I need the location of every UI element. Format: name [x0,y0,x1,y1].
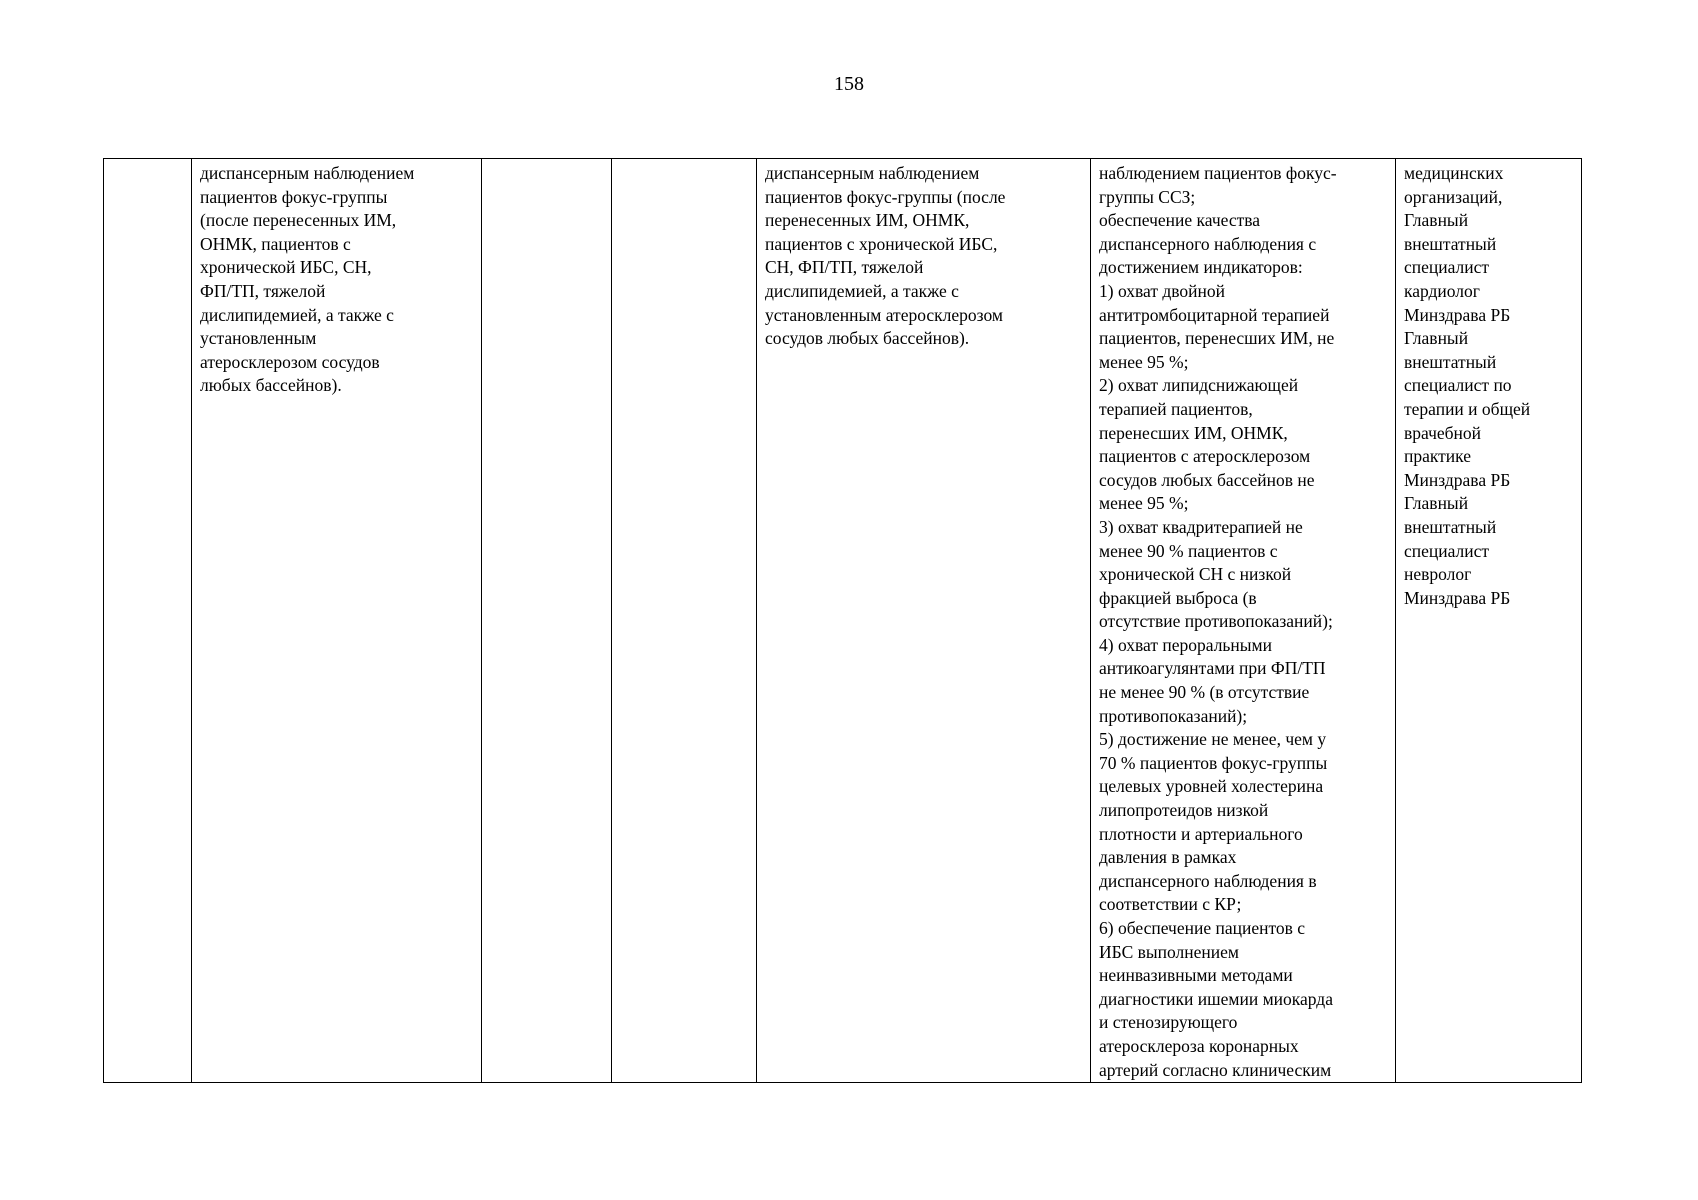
cell-text-line: Главный [1404,493,1469,514]
cell-text-line: диспансерного наблюдения в [1099,870,1317,891]
cell-text-line: диспансерным наблюдением [200,163,415,183]
cell-text-line: специалист [1404,257,1490,278]
table-cell-col7 [1396,159,1582,1083]
cell-text-line: хронической СН с низкой [1099,564,1292,585]
cell-text-line: пациентов фокус-группы [200,186,388,207]
cell-text-line: установленным [200,328,317,349]
table-cell-col3 [482,159,612,1083]
cell-text-line: менее 95 %; [1099,493,1189,514]
cell-text-line: 70 % пациентов фокус-группы [1099,752,1328,773]
cell-text-line: СН, ФП/ТП, тяжелой [765,257,924,278]
cell-text-line: установленным атеросклерозом [765,304,1003,325]
page-number: 158 [834,73,864,95]
cell-text-line: дислипидемией, а также с [765,280,959,301]
cell-text-line: любых бассейнов). [200,375,342,396]
cell-text-line: не менее 90 % (в отсутствие [1099,682,1310,703]
table-cell-col1 [104,159,192,1083]
cell-text-line: противопоказаний); [1099,705,1248,726]
cell-text-line: и стенозирующего [1099,1012,1238,1033]
cell-text-line: отсутствие противопоказаний); [1099,611,1333,632]
cell-text-line: внештатный [1404,516,1497,537]
cell-text-line: давления в рамках [1099,847,1237,868]
cell-text-line: обеспечение качества [1099,210,1261,231]
cell-text-line: терапии и общей [1404,398,1531,419]
cell-text-line: кардиолог [1404,280,1480,301]
cell-text-line: 3) охват квадритерапией не [1099,516,1303,537]
cell-text-line: 4) охват пероральными [1099,634,1272,655]
cell-text-line: перенесших ИМ, ОНМК, [1099,422,1288,443]
cell-text-line: диспансерным наблюдением [765,163,980,183]
cell-text-line: специалист по [1404,375,1512,396]
table-cell-col5 [757,159,1091,1083]
cell-text-line: дислипидемией, а также с [200,304,394,325]
cell-text-line: внештатный [1404,233,1497,254]
cell-text-line: сосудов любых бассейнов не [1099,469,1315,490]
cell-text-line: наблюдением пациентов фокус- [1099,163,1337,183]
cell-text-line: невролог [1404,564,1472,585]
document-table [103,158,1582,1083]
cell-text-line: сосудов любых бассейнов). [765,328,970,349]
cell-text-line: неинвазивными методами [1099,965,1293,986]
cell-text-line: Главный [1404,328,1469,349]
cell-text-line: организаций, [1404,186,1503,207]
cell-text-line: специалист [1404,540,1490,561]
cell-text-line: ФП/ТП, тяжелой [200,280,326,301]
cell-text-line: врачебной [1404,422,1482,443]
cell-text-line: пациентов с атеросклерозом [1099,446,1311,467]
cell-text-line: практике [1404,446,1472,467]
cell-text-line: артерий согласно клиническим [1099,1059,1332,1080]
cell-text-line: 1) охват двойной [1099,280,1226,301]
cell-text-line: 2) охват липидснижающей [1099,375,1299,396]
cell-text-line: целевых уровней холестерина [1099,776,1324,797]
cell-text-line: диспансерного наблюдения с [1099,233,1317,254]
cell-text-line: ОНМК, пациентов с [200,233,351,254]
cell-text-line: менее 90 % пациентов с [1099,540,1278,561]
cell-text-line: антикоагулянтами при ФП/ТП [1099,658,1326,679]
cell-text-line: хронической ИБС, СН, [200,257,372,278]
cell-text-line: плотности и артериального [1099,823,1303,844]
table-cell-col2 [192,159,482,1083]
cell-text-line: внештатный [1404,351,1497,372]
cell-text-line: пациентов фокус-группы (после [765,186,1006,207]
cell-text-line: пациентов с хронической ИБС, [765,233,998,254]
cell-text-line: терапией пациентов, [1099,398,1253,419]
cell-text-line: фракцией выброса (в [1099,587,1257,608]
cell-text-line: (после перенесенных ИМ, [200,210,397,231]
table-cell-col6 [1091,159,1396,1083]
cell-text-line: 5) достижение не менее, чем у [1099,729,1327,750]
cell-text-line: диагностики ишемии миокарда [1099,988,1333,1009]
table-cell-col4 [612,159,757,1083]
cell-text-line: перенесенных ИМ, ОНМК, [765,210,970,231]
cell-text-line: Минздрава РБ [1404,587,1511,608]
cell-text-line: пациентов, перенесших ИМ, не [1099,328,1335,349]
cell-text-line: группы ССЗ; [1099,186,1196,207]
table-row [104,159,1582,1083]
cell-text-line: медицинских [1404,163,1504,183]
cell-text-line: 6) обеспечение пациентов с [1099,918,1306,938]
cell-text-line: соответствии с КР; [1099,894,1242,915]
cell-text-line: достижением индикаторов: [1099,257,1303,278]
cell-text-line: ИБС выполнением [1099,941,1239,962]
cell-text-line: Минздрава РБ [1404,469,1511,490]
cell-text-line: антитромбоцитарной терапией [1099,304,1330,325]
cell-text-line: Главный [1404,210,1469,231]
cell-text-line: менее 95 %; [1099,351,1189,372]
cell-text-line: липопротеидов низкой [1099,800,1269,821]
cell-text-line: атеросклероза коронарных [1099,1035,1299,1056]
cell-text-line: Минздрава РБ [1404,304,1511,325]
cell-text-line: атеросклерозом сосудов [200,351,380,372]
